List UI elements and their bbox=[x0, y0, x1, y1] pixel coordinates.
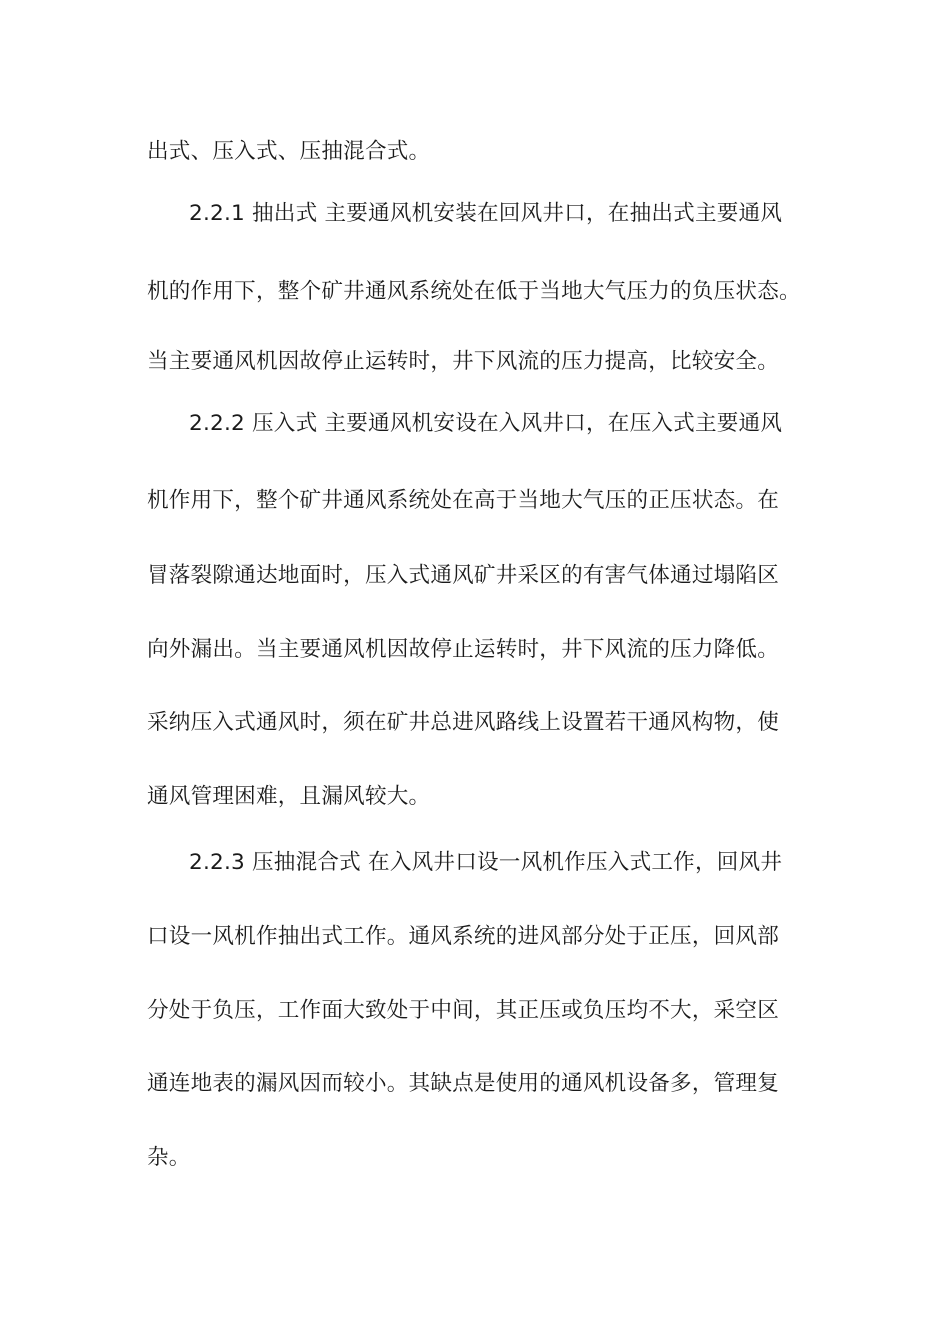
text-line-4: 当主要通风机因故停止运转时，井下风流的压力提高，比较安全。 bbox=[147, 349, 780, 374]
text-line-8: 向外漏出。当主要通风机因故停止运转时，井下风流的压力降低。 bbox=[147, 637, 780, 662]
text-line-7: 冒落裂隙通达地面时，压入式通风矿井采区的有害气体通过塌陷区 bbox=[147, 563, 780, 588]
text-line-14: 通连地表的漏风因而较小。其缺点是使用的通风机设备多，管理复 bbox=[147, 1071, 780, 1096]
section-2-2-1-heading-line: 2.2.1 抽出式 主要通风机安装在回风井口，在抽出式主要通风 bbox=[189, 201, 783, 226]
text-line-10: 通风管理困难，且漏风较大。 bbox=[147, 784, 431, 809]
text-line-15: 杂。 bbox=[147, 1145, 191, 1170]
text-line-6: 机作用下，整个矿井通风系统处在高于当地大气压的正压状态。在 bbox=[147, 488, 780, 513]
section-2-2-3-heading-line: 2.2.3 压抽混合式 在入风井口设一风机作压入式工作，回风井 bbox=[189, 850, 783, 875]
text-line-13: 分处于负压，工作面大致处于中间，其正压或负压均不大，采空区 bbox=[147, 998, 780, 1023]
section-2-2-2-heading-line: 2.2.2 压入式 主要通风机安设在入风井口，在压入式主要通风 bbox=[189, 411, 783, 436]
text-line-1: 出式、压入式、压抽混合式。 bbox=[147, 139, 431, 164]
text-line-9: 采纳压入式通风时，须在矿井总进风路线上设置若干通风构物，使 bbox=[147, 710, 780, 735]
text-line-3: 机的作用下，整个矿井通风系统处在低于当地大气压力的负压状态。 bbox=[147, 279, 801, 304]
text-line-12: 口设一风机作抽出式工作。通风系统的进风部分处于正压，回风部 bbox=[147, 924, 780, 949]
